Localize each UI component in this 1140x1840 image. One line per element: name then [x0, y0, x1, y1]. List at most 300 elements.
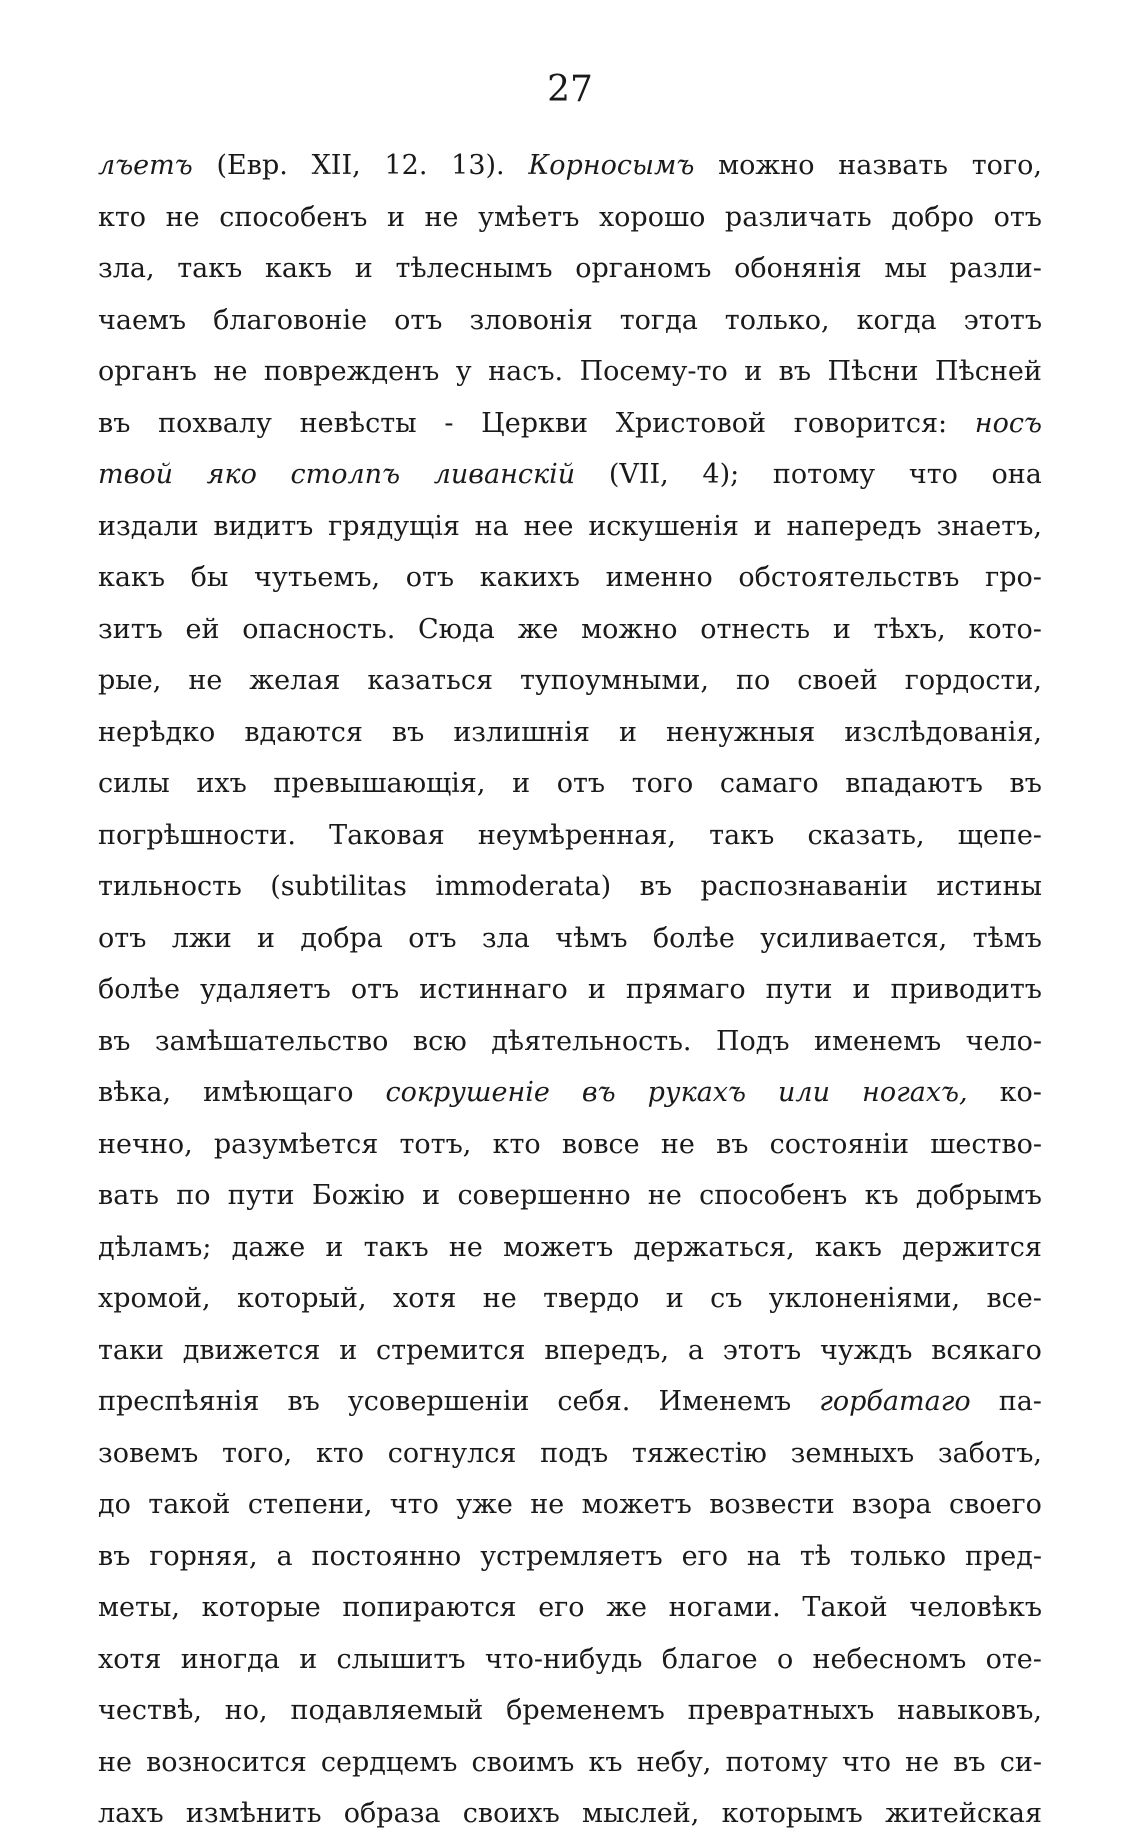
- italic-word: Корносымъ: [528, 150, 695, 181]
- word: того,: [971, 150, 1042, 181]
- italic-word: сокрушеніе: [385, 1077, 550, 1108]
- word: что: [908, 459, 958, 490]
- word: вать: [98, 1180, 159, 1211]
- word: постоянно: [311, 1540, 462, 1572]
- word: отъ: [405, 562, 455, 593]
- word: потому: [772, 459, 876, 490]
- word: органъ: [98, 356, 197, 387]
- word: приводитъ: [890, 974, 1042, 1005]
- word: не: [165, 201, 200, 233]
- word: согнулся: [387, 1437, 517, 1469]
- word: грядущія: [328, 510, 460, 542]
- word: всякаго: [931, 1334, 1042, 1366]
- word: замѣшательство: [154, 1025, 389, 1057]
- word: насъ.: [488, 356, 564, 387]
- word: только,: [724, 304, 830, 336]
- word: ко-: [999, 1077, 1042, 1108]
- word: ихъ: [196, 768, 247, 799]
- text-line: [98, 140, 1042, 192]
- word: всю: [412, 1025, 467, 1057]
- word: Такой: [802, 1592, 888, 1623]
- word: лжи: [171, 922, 232, 954]
- word: невѣсты: [299, 407, 417, 439]
- word: усиливается,: [760, 922, 948, 954]
- word: отъ: [350, 974, 400, 1005]
- italic-word: или: [778, 1077, 831, 1108]
- word: 13).: [451, 150, 505, 181]
- word: она: [991, 459, 1042, 490]
- word: навыковъ,: [897, 1695, 1042, 1726]
- word: все-: [986, 1283, 1042, 1314]
- italic-word: лъетъ: [98, 150, 193, 181]
- word: хорошо: [598, 201, 706, 233]
- word: земныхъ: [790, 1437, 915, 1469]
- word: усовершеніи: [347, 1386, 530, 1417]
- word: хромой,: [98, 1283, 211, 1314]
- word: благое: [661, 1643, 758, 1675]
- word: тѣхъ,: [873, 613, 946, 645]
- text-line: [98, 707, 1042, 759]
- word: благовоніе: [213, 304, 368, 336]
- word: бременемъ: [506, 1695, 665, 1726]
- word: сказать,: [807, 819, 925, 851]
- text-line: [98, 1273, 1042, 1325]
- word: его: [681, 1540, 728, 1572]
- word: распознаваніи: [700, 871, 908, 902]
- word: уклоненіями,: [768, 1283, 961, 1314]
- word: не: [424, 201, 459, 233]
- word: шество-: [930, 1128, 1042, 1160]
- word: и: [386, 201, 405, 233]
- word: пути: [765, 974, 833, 1005]
- word: такъ: [363, 1231, 429, 1263]
- word: рые,: [98, 665, 162, 696]
- word: горняя,: [149, 1540, 258, 1572]
- word: мыслей,: [582, 1798, 700, 1829]
- word: и: [325, 1231, 344, 1263]
- word: съ: [710, 1283, 743, 1314]
- text-line: [98, 604, 1042, 656]
- word: можетъ: [581, 1489, 692, 1520]
- word: въ: [778, 356, 812, 387]
- word: зла,: [98, 253, 155, 284]
- word: въ: [391, 716, 425, 748]
- word: не: [647, 1180, 682, 1211]
- word: именемъ: [814, 1025, 942, 1057]
- word: видитъ: [213, 510, 314, 542]
- text-line: [98, 655, 1042, 707]
- word: обстоятельствъ: [738, 562, 960, 593]
- word: небу,: [636, 1746, 712, 1778]
- word: себя.: [557, 1386, 631, 1417]
- word: болѣе: [98, 974, 180, 1005]
- word: не: [213, 356, 248, 387]
- word: отъ: [394, 304, 443, 336]
- word: его: [538, 1592, 585, 1623]
- word: степени,: [247, 1489, 373, 1520]
- word: держаться,: [633, 1231, 795, 1263]
- text-line: [98, 449, 1042, 501]
- word: измѣнить: [185, 1798, 322, 1829]
- text-line: [98, 964, 1042, 1016]
- text-line: [98, 1685, 1042, 1737]
- word: добра: [300, 922, 383, 954]
- text-line: [98, 810, 1042, 862]
- word: тѣ: [799, 1540, 832, 1572]
- word: Пѣсней: [934, 356, 1042, 387]
- word: попираются: [342, 1592, 517, 1623]
- word: по: [735, 665, 771, 696]
- text-line: [98, 1479, 1042, 1531]
- word: именно: [605, 562, 713, 593]
- text-line: [98, 1067, 1042, 1119]
- word: -: [444, 407, 454, 439]
- word: (Евр.: [216, 150, 288, 181]
- italic-word: яко: [206, 459, 257, 490]
- word: и: [744, 356, 763, 387]
- word: же: [517, 613, 559, 645]
- word: чутьемъ,: [254, 562, 381, 593]
- word: отъ: [408, 922, 457, 954]
- word: зитъ: [98, 613, 163, 645]
- word: въ: [1009, 768, 1042, 799]
- word: тупоумными,: [519, 665, 709, 696]
- word: же: [606, 1592, 648, 1623]
- word: знаетъ,: [936, 510, 1042, 542]
- word: говорится:: [793, 407, 948, 439]
- word: можно: [718, 150, 815, 181]
- word: похвалу: [158, 407, 272, 439]
- text-line: [98, 1428, 1042, 1480]
- word: прямаго: [625, 974, 746, 1005]
- word: тѣлеснымъ: [395, 253, 553, 284]
- word: своего: [948, 1489, 1042, 1520]
- word: такой: [148, 1489, 231, 1520]
- word: человѣкъ: [909, 1592, 1042, 1623]
- text-line: [98, 243, 1042, 295]
- word: потому: [725, 1746, 828, 1778]
- word: тѣмъ: [972, 922, 1042, 954]
- text-line: [98, 1016, 1042, 1068]
- word: можно: [581, 613, 678, 645]
- word: Церкви: [481, 407, 589, 439]
- word: уже: [456, 1489, 513, 1520]
- word: Пѣсни: [827, 356, 919, 387]
- word: этотъ: [722, 1334, 802, 1366]
- word: не: [98, 1746, 132, 1778]
- word: которые: [201, 1592, 321, 1623]
- text-line: [98, 1222, 1042, 1274]
- word: ненужныя: [666, 716, 816, 748]
- word: неумѣренная,: [477, 819, 676, 851]
- italic-word: рукахъ: [647, 1077, 747, 1108]
- word: по: [176, 1180, 211, 1211]
- text-line: [98, 346, 1042, 398]
- word: отъ: [556, 768, 606, 799]
- word: кто: [98, 201, 147, 233]
- word: впадаютъ: [845, 768, 983, 799]
- word: болѣе: [652, 922, 735, 954]
- word: не: [448, 1231, 483, 1263]
- word: того,: [222, 1437, 293, 1469]
- word: различать: [724, 201, 872, 233]
- word: подъ: [540, 1437, 609, 1469]
- word: напередъ: [786, 510, 922, 542]
- word: такъ: [709, 819, 775, 851]
- word: оте-: [985, 1643, 1042, 1675]
- word: что: [841, 1746, 891, 1778]
- word: (VII,: [608, 459, 669, 490]
- word: въ: [98, 407, 131, 439]
- word: превышающія,: [273, 768, 486, 799]
- text-line: [98, 552, 1042, 604]
- word: какъ: [98, 562, 166, 593]
- word: Божію: [311, 1180, 405, 1211]
- word: чуждъ: [820, 1334, 913, 1366]
- word: своимъ: [471, 1746, 575, 1778]
- word: дѣятельность.: [491, 1025, 692, 1057]
- word: иногда: [180, 1643, 280, 1675]
- word: тогда: [619, 304, 698, 336]
- word: изслѣдованія,: [844, 716, 1042, 748]
- word: Таковая: [329, 819, 445, 851]
- word: когда: [856, 304, 937, 336]
- word: что-нибудь: [484, 1643, 643, 1675]
- word: меты,: [98, 1592, 180, 1623]
- page-number: 27: [547, 69, 593, 110]
- word: чело-: [965, 1025, 1042, 1057]
- word: и: [512, 768, 531, 799]
- word: (subtilitas: [270, 871, 407, 902]
- word: самаго: [719, 768, 819, 799]
- word: кото-: [968, 613, 1042, 645]
- word: желая: [249, 665, 341, 696]
- word: стремится: [376, 1334, 526, 1366]
- word: въ: [716, 1128, 749, 1160]
- word: 4);: [702, 459, 740, 490]
- text-line: [98, 913, 1042, 965]
- word: гро-: [985, 562, 1042, 593]
- word: до: [98, 1489, 131, 1520]
- word: и: [618, 716, 637, 748]
- italic-word: въ: [581, 1077, 616, 1108]
- word: обонянія: [734, 253, 862, 284]
- word: преспѣянія: [98, 1386, 260, 1417]
- word: XII,: [311, 150, 361, 181]
- word: чаемъ: [98, 304, 187, 336]
- word: превратныхъ: [687, 1695, 875, 1726]
- word: умѣетъ: [478, 201, 580, 233]
- word: погрѣшности.: [98, 819, 296, 851]
- word: и: [852, 974, 871, 1005]
- word: ногами.: [668, 1592, 781, 1623]
- word: Христовой: [615, 407, 767, 439]
- word: таки: [98, 1334, 164, 1366]
- word: держится: [902, 1231, 1042, 1263]
- word: 12.: [384, 150, 428, 181]
- word: казаться: [367, 665, 493, 696]
- word: хотя: [98, 1643, 162, 1675]
- italic-word: ливанскій: [433, 459, 576, 490]
- text-line: [98, 861, 1042, 913]
- word: а: [687, 1334, 704, 1366]
- word: устремляетъ: [480, 1540, 663, 1572]
- word: какихъ: [479, 562, 580, 593]
- word: но,: [224, 1695, 268, 1726]
- word: которымъ: [721, 1798, 863, 1829]
- word: кто: [315, 1437, 365, 1469]
- word: опасность.: [242, 613, 396, 645]
- word: имѣющаго: [203, 1077, 354, 1108]
- word: что: [389, 1489, 439, 1520]
- word: и: [753, 510, 772, 542]
- word: движется: [182, 1334, 321, 1366]
- word: въ: [639, 871, 673, 902]
- text-line: [98, 1531, 1042, 1583]
- word: силы: [98, 768, 170, 799]
- word: разли-: [949, 253, 1042, 284]
- italic-word: столпъ: [290, 459, 401, 490]
- word: зла: [481, 922, 530, 954]
- word: въ: [287, 1386, 320, 1417]
- word: въ: [953, 1746, 986, 1778]
- word: даже: [231, 1231, 306, 1263]
- word: издали: [98, 510, 199, 542]
- word: который,: [236, 1283, 367, 1314]
- text-line: [98, 1119, 1042, 1171]
- word: пути: [227, 1180, 295, 1211]
- word: тильность: [98, 871, 242, 902]
- word: истины: [936, 871, 1042, 902]
- word: чествѣ,: [98, 1695, 202, 1726]
- word: отнесть: [700, 613, 811, 645]
- word: кто: [492, 1128, 541, 1160]
- word: у: [455, 356, 472, 387]
- word: житейская: [885, 1798, 1042, 1829]
- word: удаляетъ: [199, 974, 331, 1005]
- text-line: [98, 1737, 1042, 1789]
- word: и: [832, 613, 851, 645]
- word: на: [746, 1540, 781, 1572]
- word: искушенія: [588, 510, 739, 542]
- word: въ: [98, 1025, 131, 1057]
- italic-word: горбатаго: [819, 1386, 971, 1417]
- word: нечно,: [98, 1128, 193, 1160]
- word: на: [474, 510, 509, 542]
- word: къ: [588, 1746, 623, 1778]
- word: образа: [343, 1798, 441, 1829]
- italic-word: твой: [98, 459, 173, 490]
- word: и: [587, 974, 606, 1005]
- word: си-: [999, 1746, 1042, 1778]
- word: способенъ: [699, 1180, 848, 1211]
- word: слышитъ: [336, 1643, 466, 1675]
- italic-word: носъ: [974, 407, 1042, 439]
- word: излишнія: [453, 716, 590, 748]
- italic-word: ногахъ,: [862, 1077, 968, 1108]
- word: вѣка,: [98, 1077, 172, 1108]
- word: въ: [98, 1540, 131, 1572]
- word: и: [665, 1283, 684, 1314]
- word: нерѣдко: [98, 716, 216, 748]
- word: возвести: [709, 1489, 835, 1520]
- word: зовемъ: [98, 1437, 199, 1469]
- text-line: [98, 1325, 1042, 1377]
- word: разумѣется: [213, 1128, 379, 1160]
- word: пред-: [964, 1540, 1042, 1572]
- word: нее: [523, 510, 574, 542]
- word: зловонія: [469, 304, 593, 336]
- word: отъ: [993, 201, 1042, 233]
- text-line: [98, 1170, 1042, 1222]
- word: состояніи: [769, 1128, 910, 1160]
- word: назвать: [838, 150, 948, 181]
- word: а: [276, 1540, 293, 1572]
- text-line: [98, 1582, 1042, 1634]
- text-line: [98, 192, 1042, 244]
- word: возносится: [146, 1746, 307, 1778]
- text-line: [98, 398, 1042, 450]
- word: своихъ: [462, 1798, 560, 1829]
- word: подавляемый: [290, 1695, 484, 1726]
- word: не: [905, 1746, 940, 1778]
- word: не: [530, 1489, 565, 1520]
- word: бы: [190, 562, 229, 593]
- word: добро: [891, 201, 975, 233]
- word: такъ: [177, 253, 243, 284]
- word: только: [849, 1540, 947, 1572]
- word: гордости,: [904, 665, 1042, 696]
- word: небесномъ: [812, 1643, 967, 1675]
- word: не: [660, 1128, 695, 1160]
- word: можетъ: [503, 1231, 614, 1263]
- word: immoderata): [435, 871, 612, 902]
- word: этотъ: [963, 304, 1042, 336]
- word: къ: [864, 1180, 899, 1211]
- word: и: [257, 922, 276, 954]
- word: и: [354, 253, 373, 284]
- word: какъ: [814, 1231, 882, 1263]
- word: Подъ: [715, 1025, 790, 1057]
- word: своей: [797, 665, 878, 696]
- word: не: [482, 1283, 517, 1314]
- word: отъ: [98, 922, 147, 954]
- word: чѣмъ: [555, 922, 628, 954]
- word: впередъ,: [544, 1334, 670, 1366]
- word: щепе-: [957, 819, 1042, 851]
- word: твердо: [543, 1283, 640, 1314]
- word: мы: [884, 253, 927, 284]
- word: истиннаго: [419, 974, 568, 1005]
- word: дѣламъ;: [98, 1231, 212, 1263]
- word: взора: [852, 1489, 932, 1520]
- word: тотъ,: [399, 1128, 472, 1160]
- text-line: [98, 1634, 1042, 1686]
- text-line: [98, 1376, 1042, 1428]
- word: Именемъ: [658, 1386, 792, 1417]
- text-line: [98, 295, 1042, 347]
- text-line: [98, 501, 1042, 553]
- word: не: [188, 665, 223, 696]
- word: какъ: [265, 253, 333, 284]
- word: способенъ: [219, 201, 368, 233]
- word: и: [339, 1334, 358, 1366]
- word: тяжестію: [631, 1437, 767, 1469]
- word: поврежденъ: [263, 356, 440, 387]
- word: лахъ: [98, 1798, 164, 1829]
- word: о: [776, 1643, 794, 1675]
- word: Посему-то: [579, 356, 728, 387]
